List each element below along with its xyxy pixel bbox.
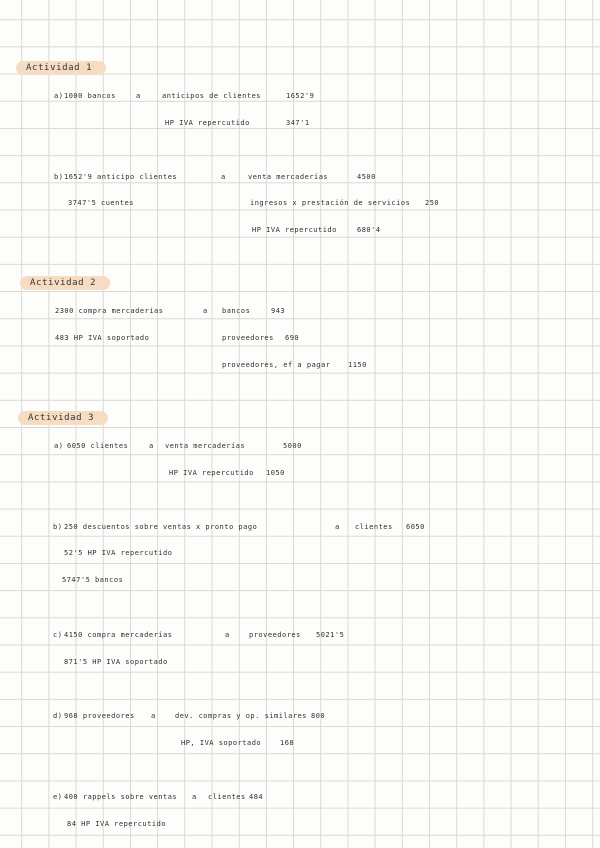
- credit-amount: 484: [249, 793, 264, 801]
- entry-label: b): [54, 173, 64, 181]
- credit-text: bancos: [222, 307, 251, 315]
- credit-text: HP, IVA soportado: [181, 739, 262, 747]
- credit-text: clientes: [355, 523, 393, 531]
- credit-amount: 6050: [406, 523, 425, 531]
- credit-amount: 690: [285, 334, 300, 342]
- debit-text: 84 HP IVA repercutido: [67, 820, 167, 828]
- entry-label: b): [53, 523, 63, 531]
- debit-text: 250 descuentos sobre ventas x pronto pago: [64, 523, 258, 531]
- a-connector: a: [335, 523, 340, 531]
- credit-amount: 347'1: [286, 119, 310, 127]
- credit-amount: 168: [280, 739, 295, 747]
- a-connector: a: [203, 307, 208, 315]
- credit-text: proveedores, ef a pagar: [222, 361, 331, 369]
- credit-text: dev. compras y op. similares: [175, 712, 308, 720]
- debit-text: 483 HP IVA soportado: [55, 334, 150, 342]
- credit-amount: 1150: [348, 361, 367, 369]
- debit-text: 4150 compra mercaderías: [64, 631, 173, 639]
- credit-text: ingresos x prestación de servicios: [250, 199, 411, 207]
- entry-label: a): [54, 92, 64, 100]
- credit-text: HP IVA repercutido: [252, 226, 337, 234]
- credit-amount: 943: [271, 307, 286, 315]
- section-heading-actividad-1: Actividad 1: [16, 61, 106, 75]
- section-heading-actividad-3: Actividad 3: [18, 411, 108, 425]
- credit-text: venta mercaderías: [248, 173, 329, 181]
- a-connector: a: [192, 793, 197, 801]
- debit-text: 400 rappels sobre ventas: [64, 793, 178, 801]
- debit-text: 3747'5 cuentes: [68, 199, 135, 207]
- debit-text: 2300 compra mercaderías: [55, 307, 164, 315]
- credit-text: proveedores: [249, 631, 301, 639]
- a-connector: a: [151, 712, 156, 720]
- credit-text: clientes: [208, 793, 246, 801]
- credit-amount: 1050: [266, 469, 285, 477]
- credit-amount: 5021'5: [316, 631, 345, 639]
- credit-text: anticipos de clientes: [162, 92, 262, 100]
- credit-amount: 800: [311, 712, 326, 720]
- credit-amount: 4500: [357, 173, 376, 181]
- a-connector: a: [225, 631, 230, 639]
- a-connector: a: [221, 173, 226, 181]
- credit-amount: 5000: [283, 442, 302, 450]
- credit-amount: 250: [425, 199, 440, 207]
- credit-text: proveedores: [222, 334, 274, 342]
- debit-text: 6050 clientes: [67, 442, 129, 450]
- debit-text: 52'5 HP IVA repercutido: [64, 549, 173, 557]
- credit-text: HP IVA repercutido: [165, 119, 250, 127]
- entry-label: a): [54, 442, 64, 450]
- credit-amount: 1652'9: [286, 92, 315, 100]
- entry-label: e): [53, 793, 63, 801]
- debit-text: 1000 bancos: [64, 92, 116, 100]
- debit-text: 968 proveedores: [64, 712, 135, 720]
- debit-text: 5747'5 bancos: [62, 576, 124, 584]
- credit-text: HP IVA repercutido: [169, 469, 254, 477]
- debit-text: 871'5 HP IVA soportado: [64, 658, 168, 666]
- entry-label: d): [53, 712, 63, 720]
- a-connector: a: [149, 442, 154, 450]
- credit-amount: 680'4: [357, 226, 381, 234]
- credit-text: venta mercaderías: [165, 442, 246, 450]
- section-heading-actividad-2: Actividad 2: [20, 276, 110, 290]
- entry-label: c): [53, 631, 63, 639]
- a-connector: a: [136, 92, 141, 100]
- debit-text: 1652'9 anticipo clientes: [64, 173, 178, 181]
